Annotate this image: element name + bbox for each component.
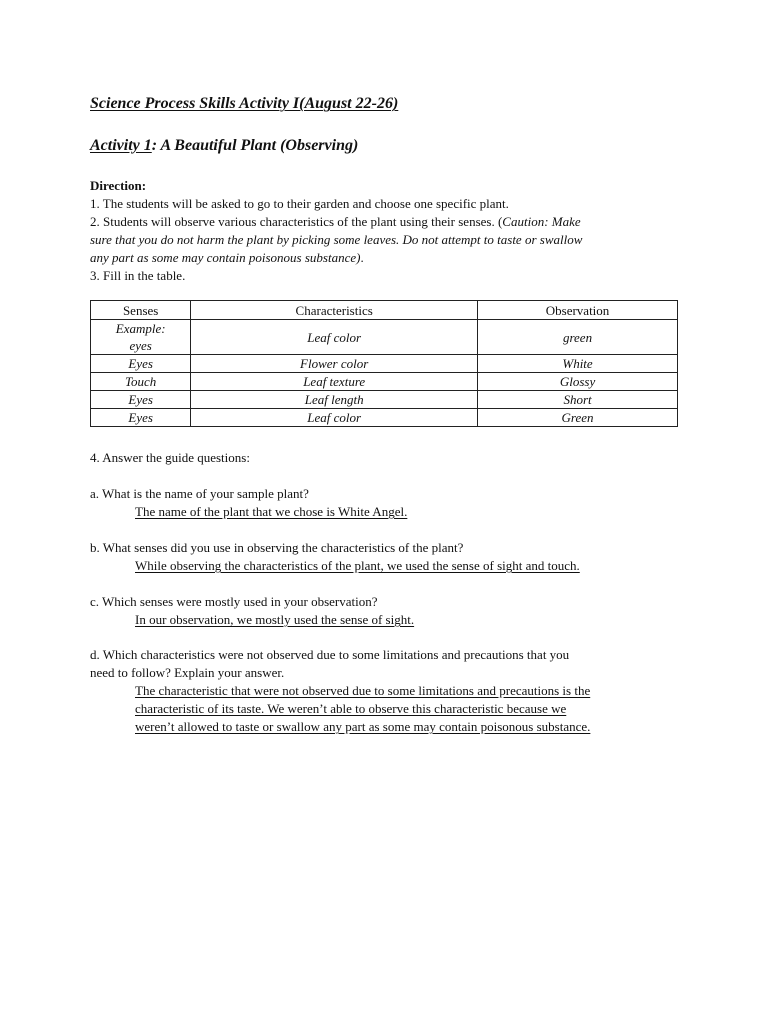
direction-step-3: 3. Fill in the table. [90, 268, 186, 283]
question-d-block [90, 646, 690, 736]
direction-section [90, 177, 690, 285]
cell-characteristic: Leaf length [191, 391, 478, 409]
activity-name: : A Beautiful Plant (Observing) [151, 137, 359, 154]
example-label: Example: [115, 321, 166, 336]
caution-end: . [360, 250, 364, 265]
cell-characteristic: Leaf color [191, 320, 478, 355]
table-row [91, 373, 678, 391]
cell-sense: Touch [91, 373, 191, 391]
table-header-row [91, 301, 678, 320]
cell-characteristic: Flower color [191, 355, 478, 373]
caution-text-c: any part as some may contain poisonous substance) [90, 250, 361, 265]
direction-step-1: 1. The students will be asked to go to their garden and choose one specific plant. [90, 196, 509, 211]
header-senses: Senses [91, 301, 191, 320]
example-sense: eyes [129, 338, 152, 353]
direction-heading: Direction: [90, 178, 147, 193]
answer-d-line-3: weren’t allowed to taste or swallow any part as some may contain poisonous substance. [135, 719, 591, 734]
cell-example-sense [91, 320, 191, 355]
question-b-block [90, 539, 690, 575]
table-row-example [91, 320, 678, 355]
cell-characteristic: Leaf color [191, 409, 478, 427]
cell-observation: green [478, 320, 678, 355]
step-2-text: 2. Students will observe various characteristics of the plant using their senses. ( [90, 214, 503, 229]
document-title: Science Process Skills Activity I(August 22-26) [90, 95, 399, 112]
questions-intro: 4. Answer the guide questions: [90, 450, 250, 465]
direction-step-2-line-3 [90, 249, 690, 267]
cell-observation: White [478, 355, 678, 373]
cell-observation: Green [478, 409, 678, 427]
question-c-block [90, 593, 690, 629]
cell-characteristic: Leaf texture [191, 373, 478, 391]
direction-step-2-line-1 [90, 213, 690, 231]
table-row [91, 391, 678, 409]
cell-observation: Glossy [478, 373, 678, 391]
question-d-line-2: need to follow? Explain your answer. [90, 665, 285, 680]
answer-d-line-2: characteristic of its taste. We weren’t able to observe this characteristic because we [135, 701, 567, 716]
cell-observation: Short [478, 391, 678, 409]
answer-b: While observing the characteristics of the plant, we used the sense of sight and touch. [135, 558, 580, 573]
table-row [91, 355, 678, 373]
answer-c: In our observation, we mostly used the sense of sight. [135, 612, 415, 627]
caution-text-b: sure that you do not harm the plant by picking some leaves. Do not attempt to taste or swallow [90, 232, 583, 247]
cell-sense: Eyes [91, 391, 191, 409]
caution-text-a: Caution: Make [502, 214, 581, 229]
answer-d [135, 682, 690, 736]
table-row [91, 409, 678, 427]
cell-sense: Eyes [91, 355, 191, 373]
activity-label: Activity 1 [90, 137, 152, 154]
answer-d-line-1: The characteristic that were not observed due to some limitations and precautions is the [135, 683, 591, 698]
activity-title [90, 137, 358, 155]
header-characteristics: Characteristics [191, 301, 478, 320]
observation-table [90, 300, 678, 427]
cell-sense: Eyes [91, 409, 191, 427]
question-d-line-1: d. Which characteristics were not observed due to some limitations and precautions that you [90, 647, 570, 662]
answer-a: The name of the plant that we chose is White Angel. [135, 504, 408, 519]
question-a-block [90, 485, 690, 521]
question-b: b. What senses did you use in observing the characteristics of the plant? [90, 540, 464, 555]
question-c: c. Which senses were mostly used in your observation? [90, 594, 378, 609]
header-observation: Observation [478, 301, 678, 320]
question-a: a. What is the name of your sample plant? [90, 486, 309, 501]
